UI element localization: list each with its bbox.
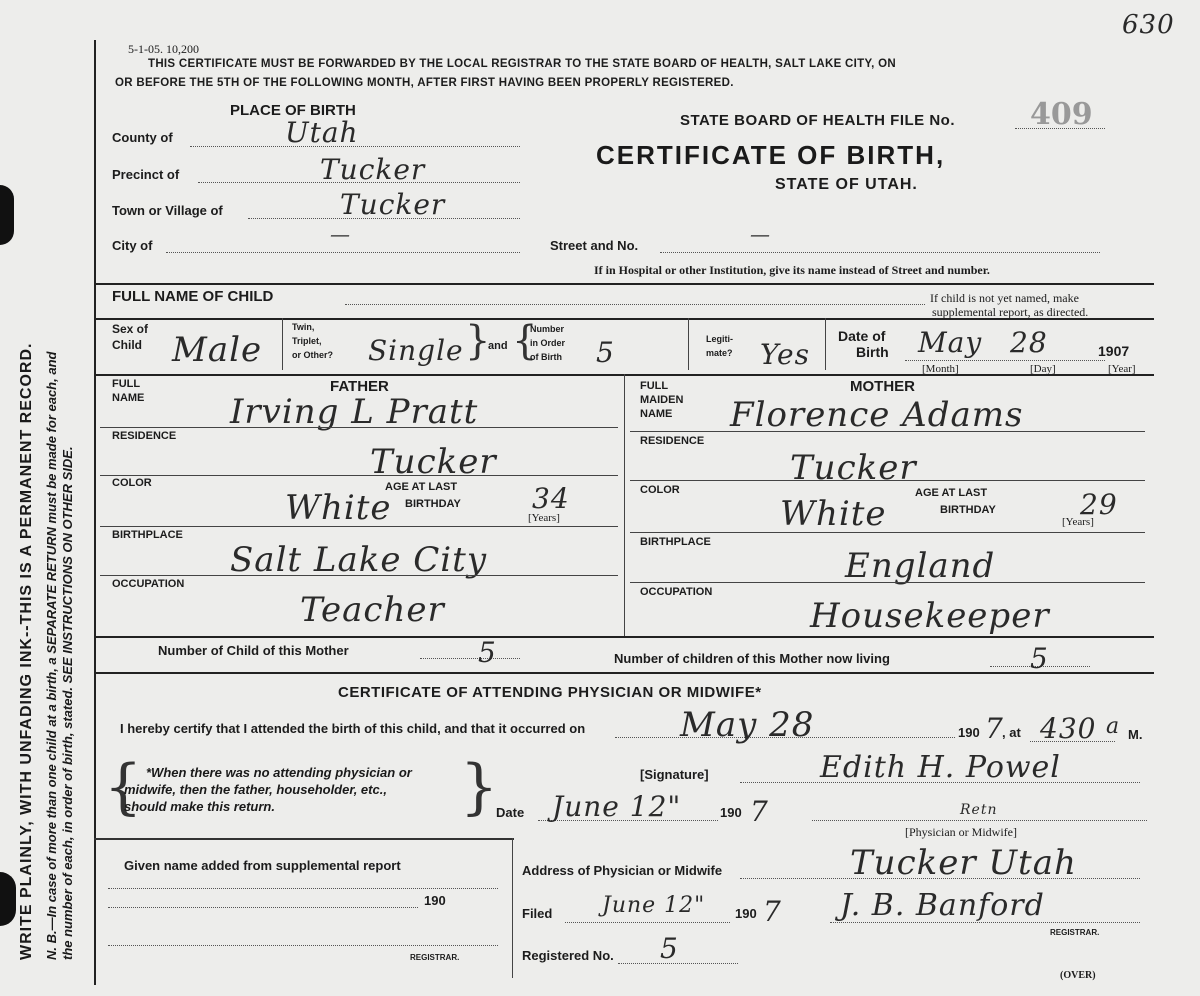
counts-top-rule xyxy=(94,636,1154,638)
twin-label-1: Twin, xyxy=(292,322,315,332)
date-year-suffix: 7 xyxy=(750,795,769,828)
mother-occupation-label: OCCUPATION xyxy=(640,586,713,598)
twin-label-2: Triplet, xyxy=(292,336,322,346)
physician-or-midwife-label: [Physician or Midwife] xyxy=(905,825,1017,839)
filing-registrar-label: REGISTRAR. xyxy=(1050,928,1100,937)
father-color-value: White xyxy=(285,488,392,528)
time-value: 430 xyxy=(1040,712,1097,745)
dob-day-value: 28 xyxy=(1010,326,1048,359)
sex-value: Male xyxy=(172,330,263,370)
street-line xyxy=(660,252,1100,253)
child-of-mother-value: 5 xyxy=(478,636,497,669)
father-name-rule xyxy=(100,427,618,428)
form-code: 5-1-05. 10,200 xyxy=(128,42,199,56)
certificate-subtitle: STATE OF UTAH. xyxy=(775,176,918,193)
twin-value: Single xyxy=(368,334,464,367)
dob-month-label: [Month] xyxy=(922,363,959,375)
order-label-3: of Birth xyxy=(530,352,562,362)
mother-residence-label: RESIDENCE xyxy=(640,435,705,447)
county-label: County of xyxy=(112,130,173,145)
city-line xyxy=(166,252,520,253)
father-color-label: COLOR xyxy=(112,477,152,489)
over-label: (OVER) xyxy=(1060,970,1096,981)
physician-title-line xyxy=(812,820,1147,821)
father-residence-label: RESIDENCE xyxy=(112,430,177,442)
certificate-title: CERTIFICATE OF BIRTH, xyxy=(596,140,946,170)
note-bracket-right: } xyxy=(460,752,499,822)
father-heading: FATHER xyxy=(330,378,389,395)
note-bracket-left: { xyxy=(104,752,143,822)
city-label: City of xyxy=(112,238,153,253)
side-instruction-main: WRITE PLAINLY, WITH UNFADING INK--THIS IS A PERMANENT RECORD. xyxy=(18,342,35,960)
town-value: Tucker xyxy=(340,188,446,221)
father-age-value: 34 xyxy=(532,482,570,515)
mother-age-label-1: AGE AT LAST xyxy=(915,487,988,499)
precinct-label: Precinct of xyxy=(112,167,180,182)
address-value: Tucker Utah xyxy=(850,843,1077,883)
mother-color-label: COLOR xyxy=(640,484,680,496)
town-label: Town or Village of xyxy=(112,203,223,218)
date-label: Date xyxy=(496,805,525,820)
father-occupation-value: Teacher xyxy=(300,590,445,630)
date-value: June 12" xyxy=(552,790,682,823)
physician-note-line-3: should make this return. xyxy=(124,799,275,814)
notice-line-1: THIS CERTIFICATE MUST BE FORWARDED BY THE LOCAL REGISTRAR TO THE STATE BOARD OF HEALTH, SALT LAKE CITY, ON xyxy=(148,58,896,70)
supplemental-right-border xyxy=(512,838,513,978)
dob-year-label: [Year] xyxy=(1108,363,1136,375)
occurred-year-suffix: 7 xyxy=(985,712,1004,745)
father-residence-rule xyxy=(100,475,618,476)
mother-color-rule xyxy=(630,532,1145,533)
binder-hole-bottom xyxy=(0,872,16,926)
mother-name-value: Florence Adams xyxy=(730,395,1024,435)
mother-residence-value: Tucker xyxy=(790,448,917,488)
mother-years-label: [Years] xyxy=(1062,516,1094,528)
father-name-label-1: FULL xyxy=(112,378,141,390)
file-number-value: 409 xyxy=(1030,97,1093,132)
physician-top-rule xyxy=(94,672,1154,674)
child-row-top-rule xyxy=(94,318,1154,320)
supplemental-registrar-label: REGISTRAR. xyxy=(410,953,460,962)
mother-age-value: 29 xyxy=(1080,488,1118,521)
at-label: , at xyxy=(1002,725,1021,740)
supplemental-registrar-line xyxy=(108,945,498,946)
side-note-line1: N. B.—In case of more than one child at a birth, a SEPARATE RETURN must be made for each, and xyxy=(44,351,59,960)
occurred-year-prefix: 190 xyxy=(958,725,980,740)
living-label: Number of children of this Mother now living xyxy=(614,651,890,666)
father-color-rule xyxy=(100,526,618,527)
dob-day-label: [Day] xyxy=(1030,363,1056,375)
mother-birthplace-rule xyxy=(630,582,1145,583)
mother-birthplace-value: England xyxy=(845,546,996,586)
order-value: 5 xyxy=(596,336,615,369)
father-age-label-2: BIRTHDAY xyxy=(405,498,461,510)
mother-age-label-2: BIRTHDAY xyxy=(940,504,996,516)
street-value: — xyxy=(750,222,771,246)
mother-birthplace-label: BIRTHPLACE xyxy=(640,536,711,548)
am-value: a xyxy=(1106,714,1121,739)
physician-heading: CERTIFICATE OF ATTENDING PHYSICIAN OR MIDWIFE* xyxy=(338,684,762,701)
order-label-1: Number xyxy=(530,324,565,334)
father-birthplace-value: Salt Lake City xyxy=(230,540,488,580)
full-name-top-rule xyxy=(94,283,1154,285)
place-of-birth-heading: PLACE OF BIRTH xyxy=(230,102,356,119)
order-label-2: in Order xyxy=(530,338,566,348)
form-left-border xyxy=(94,40,96,985)
and-label: and xyxy=(488,340,508,352)
date-year-prefix: 190 xyxy=(720,805,742,820)
full-name-note-1: If child is not yet named, make xyxy=(930,291,1079,305)
street-note: If in Hospital or other Institution, give its name instead of Street and number. xyxy=(594,263,990,277)
side-note-line2: the number of each, in order of birth, stated. SEE INSTRUCTIONS ON OTHER SIDE. xyxy=(60,446,75,960)
full-name-note-2: supplemental report, as directed. xyxy=(932,305,1089,319)
filed-line xyxy=(565,922,730,923)
legit-label-2: mate? xyxy=(706,348,733,358)
sex-label-2: Child xyxy=(112,338,142,352)
dob-year-value: 1907 xyxy=(1098,343,1130,359)
dob-label-1: Date of xyxy=(838,328,886,344)
living-value: 5 xyxy=(1030,642,1049,675)
supplemental-name-line xyxy=(108,888,498,889)
twin-bracket: } xyxy=(465,318,491,364)
full-name-line xyxy=(345,304,925,305)
certify-text: I hereby certify that I attended the birth of this child, and that it occurred on xyxy=(120,721,586,736)
father-occupation-label: OCCUPATION xyxy=(112,578,185,590)
signature-label: [Signature] xyxy=(640,767,709,782)
twin-label-3: or Other? xyxy=(292,350,334,360)
city-value: — xyxy=(330,222,351,246)
signature-value: Edith H. Powel xyxy=(820,750,1061,785)
filed-year-prefix: 190 xyxy=(735,906,757,921)
registered-value: 5 xyxy=(660,932,679,965)
dob-month-value: May xyxy=(918,326,983,359)
mother-name-label-1: FULL xyxy=(640,380,669,392)
father-name-label-2: NAME xyxy=(112,392,145,404)
mother-heading: MOTHER xyxy=(850,378,915,395)
filed-label: Filed xyxy=(522,906,553,921)
child-row-divider-1 xyxy=(282,318,283,370)
father-residence-value: Tucker xyxy=(370,442,497,482)
mother-name-label-3: NAME xyxy=(640,408,673,420)
address-label: Address of Physician or Midwife xyxy=(522,863,723,878)
dob-line xyxy=(905,360,1105,361)
child-of-mother-line xyxy=(420,658,520,659)
street-label: Street and No. xyxy=(550,238,639,253)
precinct-value: Tucker xyxy=(320,153,426,186)
legit-value: Yes xyxy=(760,338,810,371)
dob-label-2: Birth xyxy=(856,344,889,360)
child-of-mother-label: Number of Child of this Mother xyxy=(158,643,349,658)
mother-name-label-2: MAIDEN xyxy=(640,394,684,406)
filed-year-suffix: 7 xyxy=(763,895,782,928)
supplemental-label: Given name added from supplemental report xyxy=(124,858,401,873)
father-years-label: [Years] xyxy=(528,512,560,524)
legit-label-1: Legiti- xyxy=(706,334,733,344)
midwife-mark: Retn xyxy=(960,802,998,818)
order-bracket: { xyxy=(512,318,538,364)
binder-hole-top xyxy=(0,185,14,245)
county-value: Utah xyxy=(285,116,359,149)
father-birthplace-rule xyxy=(100,575,618,576)
supplemental-top-rule xyxy=(94,838,514,840)
registrar-signature: J. B. Banford xyxy=(840,888,1045,923)
supplemental-year-line xyxy=(108,907,418,908)
physician-note xyxy=(124,764,412,815)
mother-color-value: White xyxy=(780,494,887,534)
parents-divider xyxy=(624,374,625,636)
child-row-divider-3 xyxy=(825,318,826,370)
physician-note-line-1: *When there was no attending physician or xyxy=(146,765,412,780)
child-row-divider-2 xyxy=(688,318,689,370)
father-name-value: Irving L Pratt xyxy=(230,392,479,432)
file-number-label: STATE BOARD OF HEALTH FILE No. xyxy=(680,112,955,129)
registered-label: Registered No. xyxy=(522,948,614,963)
full-name-label: FULL NAME OF CHILD xyxy=(112,288,274,305)
m-label: M. xyxy=(1128,727,1143,742)
mother-occupation-value: Housekeeper xyxy=(810,596,1050,636)
filed-value: June 12" xyxy=(602,893,706,918)
page-number: 630 xyxy=(1122,10,1175,40)
father-birthplace-label: BIRTHPLACE xyxy=(112,529,183,541)
notice-line-2: OR BEFORE THE 5TH OF THE FOLLOWING MONTH, AFTER FIRST HAVING BEEN PROPERLY REGISTERED. xyxy=(115,77,734,89)
mother-residence-rule xyxy=(630,480,1145,481)
supplemental-year-prefix: 190 xyxy=(424,893,446,908)
mother-name-rule xyxy=(630,431,1145,432)
occurred-date-value: May 28 xyxy=(680,705,815,745)
sex-label-1: Sex of xyxy=(112,322,149,336)
father-age-label-1: AGE AT LAST xyxy=(385,481,458,493)
physician-note-line-2: midwife, then the father, householder, etc., xyxy=(124,782,387,797)
